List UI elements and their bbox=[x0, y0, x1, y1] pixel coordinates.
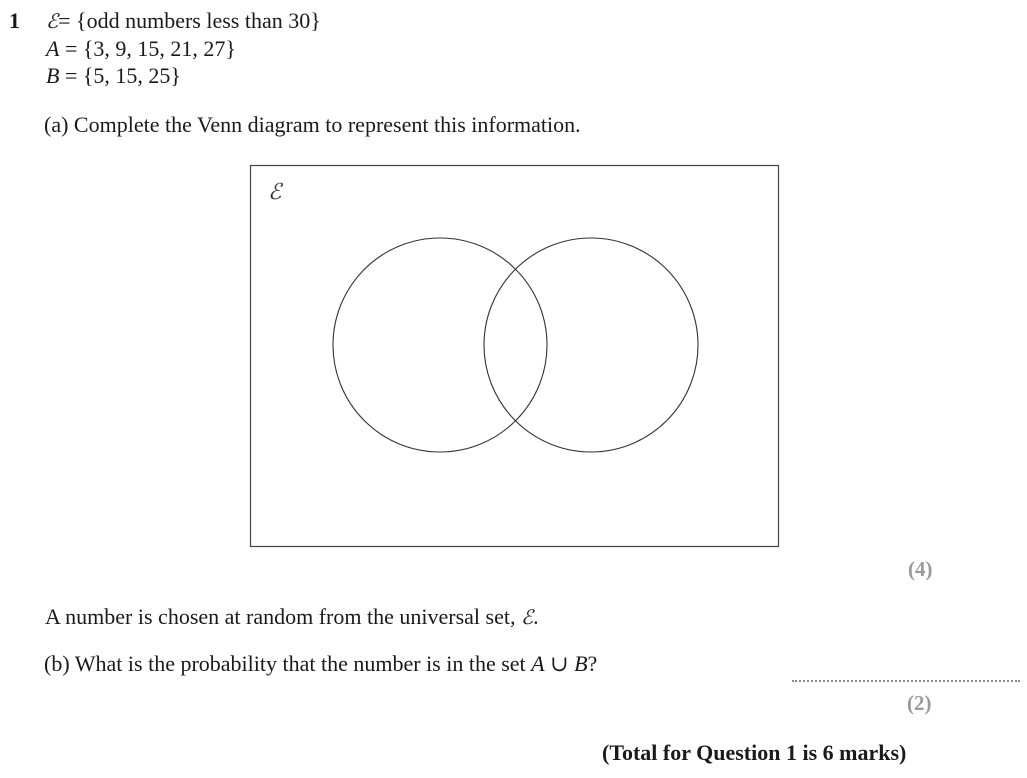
venn-universal-label: ℰ bbox=[268, 180, 282, 205]
part-b-intro-end: . bbox=[533, 604, 539, 629]
universal-set-box[interactable] bbox=[251, 166, 779, 547]
set-a-text: = {3, 9, 15, 21, 27} bbox=[64, 36, 236, 61]
answer-line[interactable] bbox=[792, 680, 1020, 682]
part-b-intro bbox=[45, 604, 539, 630]
part-b-intro-symbol: ℰ bbox=[520, 605, 534, 629]
part-b-intro-text: A number is chosen at random from the universal set, bbox=[45, 604, 516, 629]
universal-set-text: = {odd numbers less than 30} bbox=[58, 8, 321, 33]
part-a-marks: (4) bbox=[908, 557, 933, 581]
set-b-name: B bbox=[46, 63, 60, 88]
part-b-question bbox=[44, 651, 597, 677]
part-b-marks: (2) bbox=[907, 691, 932, 715]
part-a-text: Complete the Venn diagram to represent this information. bbox=[73, 112, 581, 137]
part-b-label: (b) bbox=[44, 651, 70, 676]
question-number: 1 bbox=[9, 8, 20, 33]
part-b-set-b: B bbox=[574, 651, 588, 676]
set-b-text: = {5, 15, 25} bbox=[64, 63, 181, 88]
part-b-end: ? bbox=[587, 651, 598, 676]
part-b-set-a: A bbox=[531, 651, 545, 676]
set-a-name: A bbox=[46, 36, 60, 61]
part-b-union-symbol: ∪ bbox=[544, 651, 575, 676]
question-total: (Total for Question 1 is 6 marks) bbox=[602, 740, 907, 765]
part-a-label: (a) bbox=[44, 112, 69, 137]
universal-set-symbol: ℰ bbox=[46, 9, 59, 33]
part-b-text: What is the probability that the number is in the set bbox=[74, 651, 526, 676]
